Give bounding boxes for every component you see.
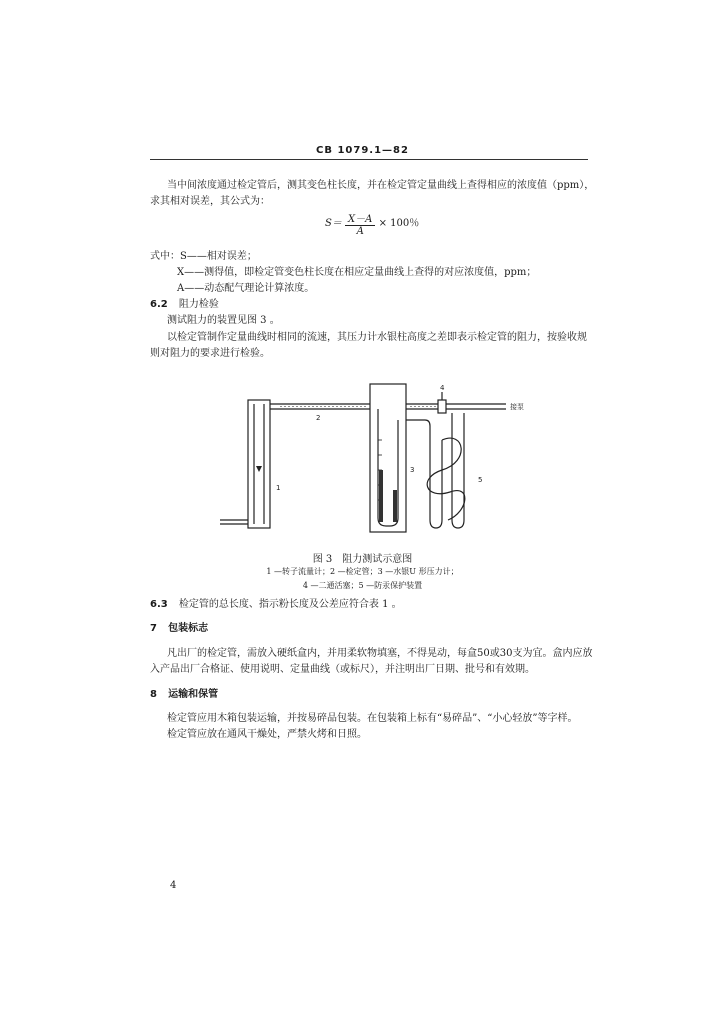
- figure-caption: 图 3 阻力测试示意图: [312, 554, 413, 565]
- mercury-column-right: [393, 490, 397, 522]
- section-6-2-line-2: 以检定管制作定量曲线时相同的流速，其压力计水银柱高度之差即表示检定管的阻力，按验收规: [167, 332, 587, 343]
- section-6-3: [150, 597, 402, 612]
- formula-rhs: × 100％: [378, 218, 420, 229]
- figure-legend-line-2: 4 —二通活塞；5 —防汞保护装置: [302, 581, 423, 590]
- formula-fraction: [345, 210, 375, 237]
- definition-x: X——测得值，即检定管变色柱长度在相应定量曲线上查得的对应浓度值，ppm；: [177, 267, 537, 278]
- header-rule: [150, 159, 588, 160]
- section-6-2-title: 阻力检验: [178, 299, 219, 310]
- label-stopcock: 4: [440, 384, 445, 392]
- section-7-number: 7: [150, 623, 157, 634]
- two-way-stopcock: [438, 400, 446, 413]
- relative-error-formula: [325, 210, 419, 237]
- rotameter-float: [256, 466, 262, 472]
- section-6-3-number: 6.3: [150, 599, 168, 610]
- section-8-line-1: 检定管应用木箱包装运输，并按易碎品包装。在包装箱上标有“易碎品”、“小心轻放”等字样。: [167, 713, 578, 724]
- rotameter-body: [248, 400, 270, 528]
- section-6-2-heading: [150, 297, 219, 312]
- section-7-line-1: 凡出厂的检定管，需放入硬纸盒内，并用柔软物填塞，不得晃动，每盒50或30支为宜。盒内应放: [167, 648, 593, 659]
- label-checking-tube: 2: [316, 414, 321, 422]
- section-7-heading: [150, 621, 208, 636]
- section-8-title: 运输和保管: [168, 689, 219, 700]
- section-8-line-2: 检定管应放在通风干燥处，严禁火烤和日照。: [167, 729, 367, 740]
- label-rotameter: 1: [276, 484, 281, 492]
- protection-trap-coil: [427, 438, 465, 520]
- section-7-title: 包装标志: [168, 623, 209, 634]
- formula-denominator: A: [356, 226, 364, 237]
- label-protection-trap: 5: [478, 476, 483, 484]
- label-to-pump: 接泵: [510, 403, 524, 411]
- section-6-2-line-3: 则对阻力的要求进行检验。: [150, 348, 270, 359]
- definition-a: A——动态配气理论计算浓度。: [177, 283, 315, 294]
- section-6-2-line-1: 测试阻力的装置见图 3 。: [167, 315, 280, 326]
- document-header: CB 1079.1—82: [316, 145, 409, 156]
- protection-trap-inlet: [406, 420, 442, 528]
- formula-numerator: X－A: [345, 210, 375, 226]
- mercury-column-left: [379, 470, 383, 522]
- section-8-number: 8: [150, 689, 157, 700]
- section-8-heading: [150, 687, 218, 702]
- page-number: 4: [170, 880, 177, 891]
- intro-line-1: 当中间浓度通过检定管后，测其变色柱长度，并在检定管定量曲线上查得相应的浓度值（ppm），: [167, 180, 595, 191]
- section-7-line-2: 入产品出厂合格证、使用说明、定量曲线（或标尺），并注明出厂日期、批号和有效期。: [150, 664, 535, 675]
- formula-lhs: S＝: [325, 218, 342, 229]
- intro-line-2: 求其相对误差，其公式为：: [150, 196, 270, 207]
- figure-legend-line-1: 1 —转子流量计；2 —检定管；3 —水银U 形压力计；: [266, 567, 459, 576]
- protection-trap-outlet: [452, 413, 464, 528]
- section-6-2-number: 6.2: [150, 299, 168, 310]
- definition-intro: 式中：S——相对误差；: [150, 251, 257, 262]
- resistance-test-diagram: [220, 380, 540, 550]
- label-manometer: 3: [410, 466, 415, 474]
- section-6-3-text: 检定管的总长度、指示粉长度及公差应符合表 1 。: [178, 599, 402, 610]
- mercury-manometer-case: [370, 384, 406, 532]
